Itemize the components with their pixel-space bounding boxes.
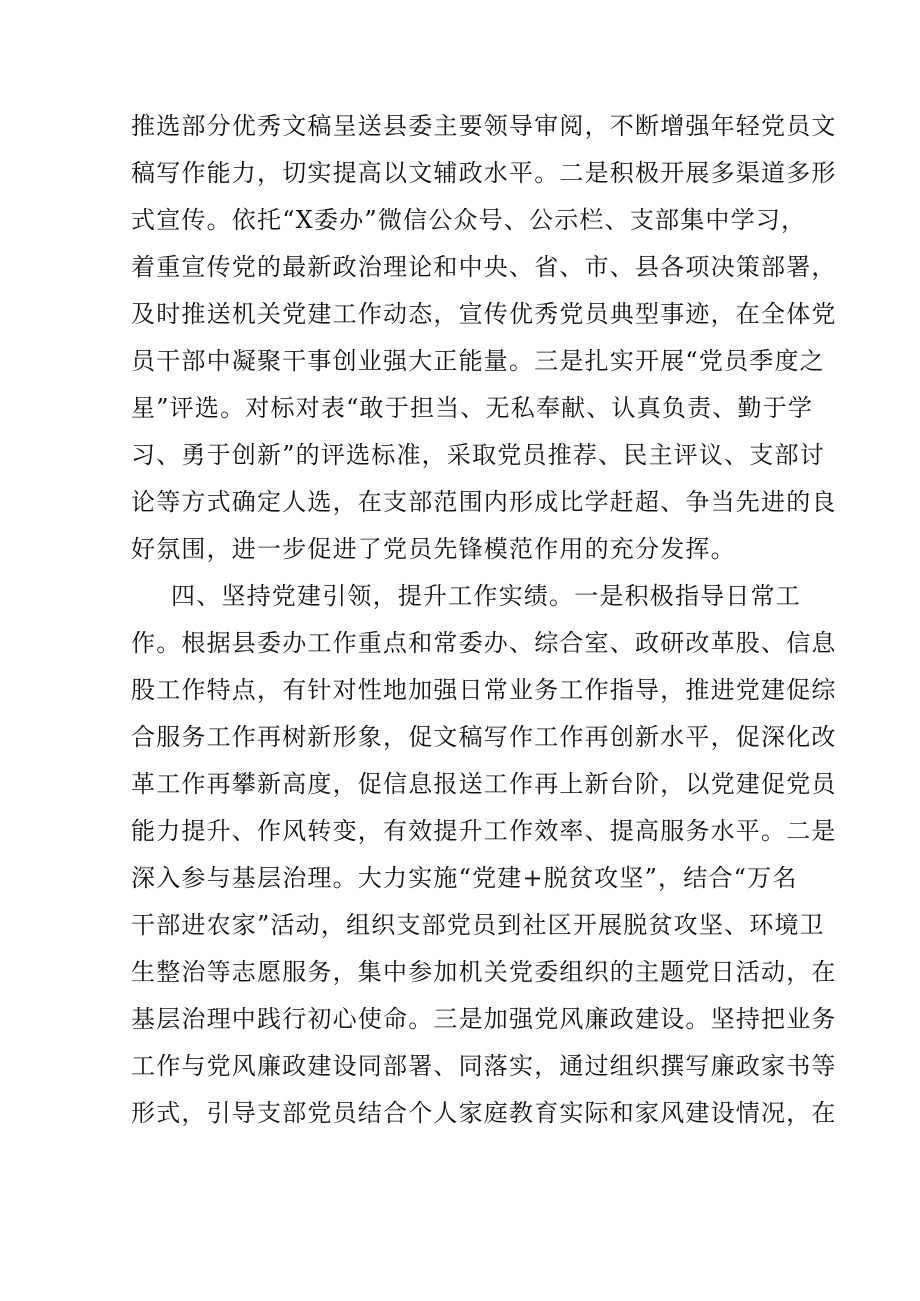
text-line: 员干部中凝聚干事创业强大正能量。三是扎实开展“党员季度之 bbox=[131, 347, 825, 375]
text-line: 论等方式确定人选，在支部范围内形成比学赶超、争当先进的良 bbox=[131, 488, 837, 516]
text-line: 生整治等志愿服务，集中参加机关党委组织的主题党日活动，在 bbox=[131, 958, 837, 986]
text-line: 好氛围，进一步促进了党员先锋模范作用的充分发挥。 bbox=[131, 535, 736, 563]
text-line: 基层治理中践行初心使命。三是加强党风廉政建设。坚持把业务 bbox=[131, 1005, 837, 1033]
text-line: 干部进农家”活动，组织支部党员到社区开展脱贫攻坚、环境卫 bbox=[131, 911, 825, 939]
text-line: 合服务工作再树新形象，促文稿写作工作再创新水平，促深化改 bbox=[131, 723, 837, 751]
text-line: 革工作再攀新高度，促信息报送工作再上新台阶，以党建促党员 bbox=[131, 770, 837, 798]
text-line: 工作与党风廉政建设同部署、同落实，通过组织撰写廉政家书等 bbox=[131, 1052, 837, 1080]
text-line: 推选部分优秀文稿呈送县委主要领导审阅，不断增强年轻党员文 bbox=[131, 112, 837, 140]
text-line: 式宣传。依托“X委办”微信公众号、公示栏、支部集中学习， bbox=[131, 206, 807, 234]
text-line: 作。根据县委办工作重点和常委办、综合室、政研改革股、信息 bbox=[131, 629, 837, 657]
text-line: 能力提升、作风转变，有效提升工作效率、提高服务水平。二是 bbox=[131, 817, 837, 845]
text-line: 股工作特点，有针对性地加强日常业务工作指导，推进党建促综 bbox=[131, 676, 837, 704]
text-line: 及时推送机关党建工作动态，宣传优秀党员典型事迹，在全体党 bbox=[131, 300, 837, 328]
text-line: 形式，引导支部党员结合个人家庭教育实际和家风建设情况，在 bbox=[131, 1099, 837, 1127]
text-line: 深入参与基层治理。大力实施“党建+脱贫攻坚”，结合“万名 bbox=[131, 864, 798, 892]
text-line: 习、勇于创新”的评选标准，采取党员推荐、民主评议、支部讨 bbox=[131, 441, 825, 469]
section-heading-line: 四、坚持党建引领，提升工作实绩。一是积极指导日常工 bbox=[171, 582, 801, 610]
text-line: 稿写作能力，切实提高以文辅政水平。二是积极开展多渠道多形 bbox=[131, 159, 837, 187]
text-line: 星”评选。对标对表“敢于担当、无私奉献、认真负责、勤于学 bbox=[131, 394, 814, 422]
text-line: 着重宣传党的最新政治理论和中央、省、市、县各项决策部署， bbox=[131, 253, 837, 281]
